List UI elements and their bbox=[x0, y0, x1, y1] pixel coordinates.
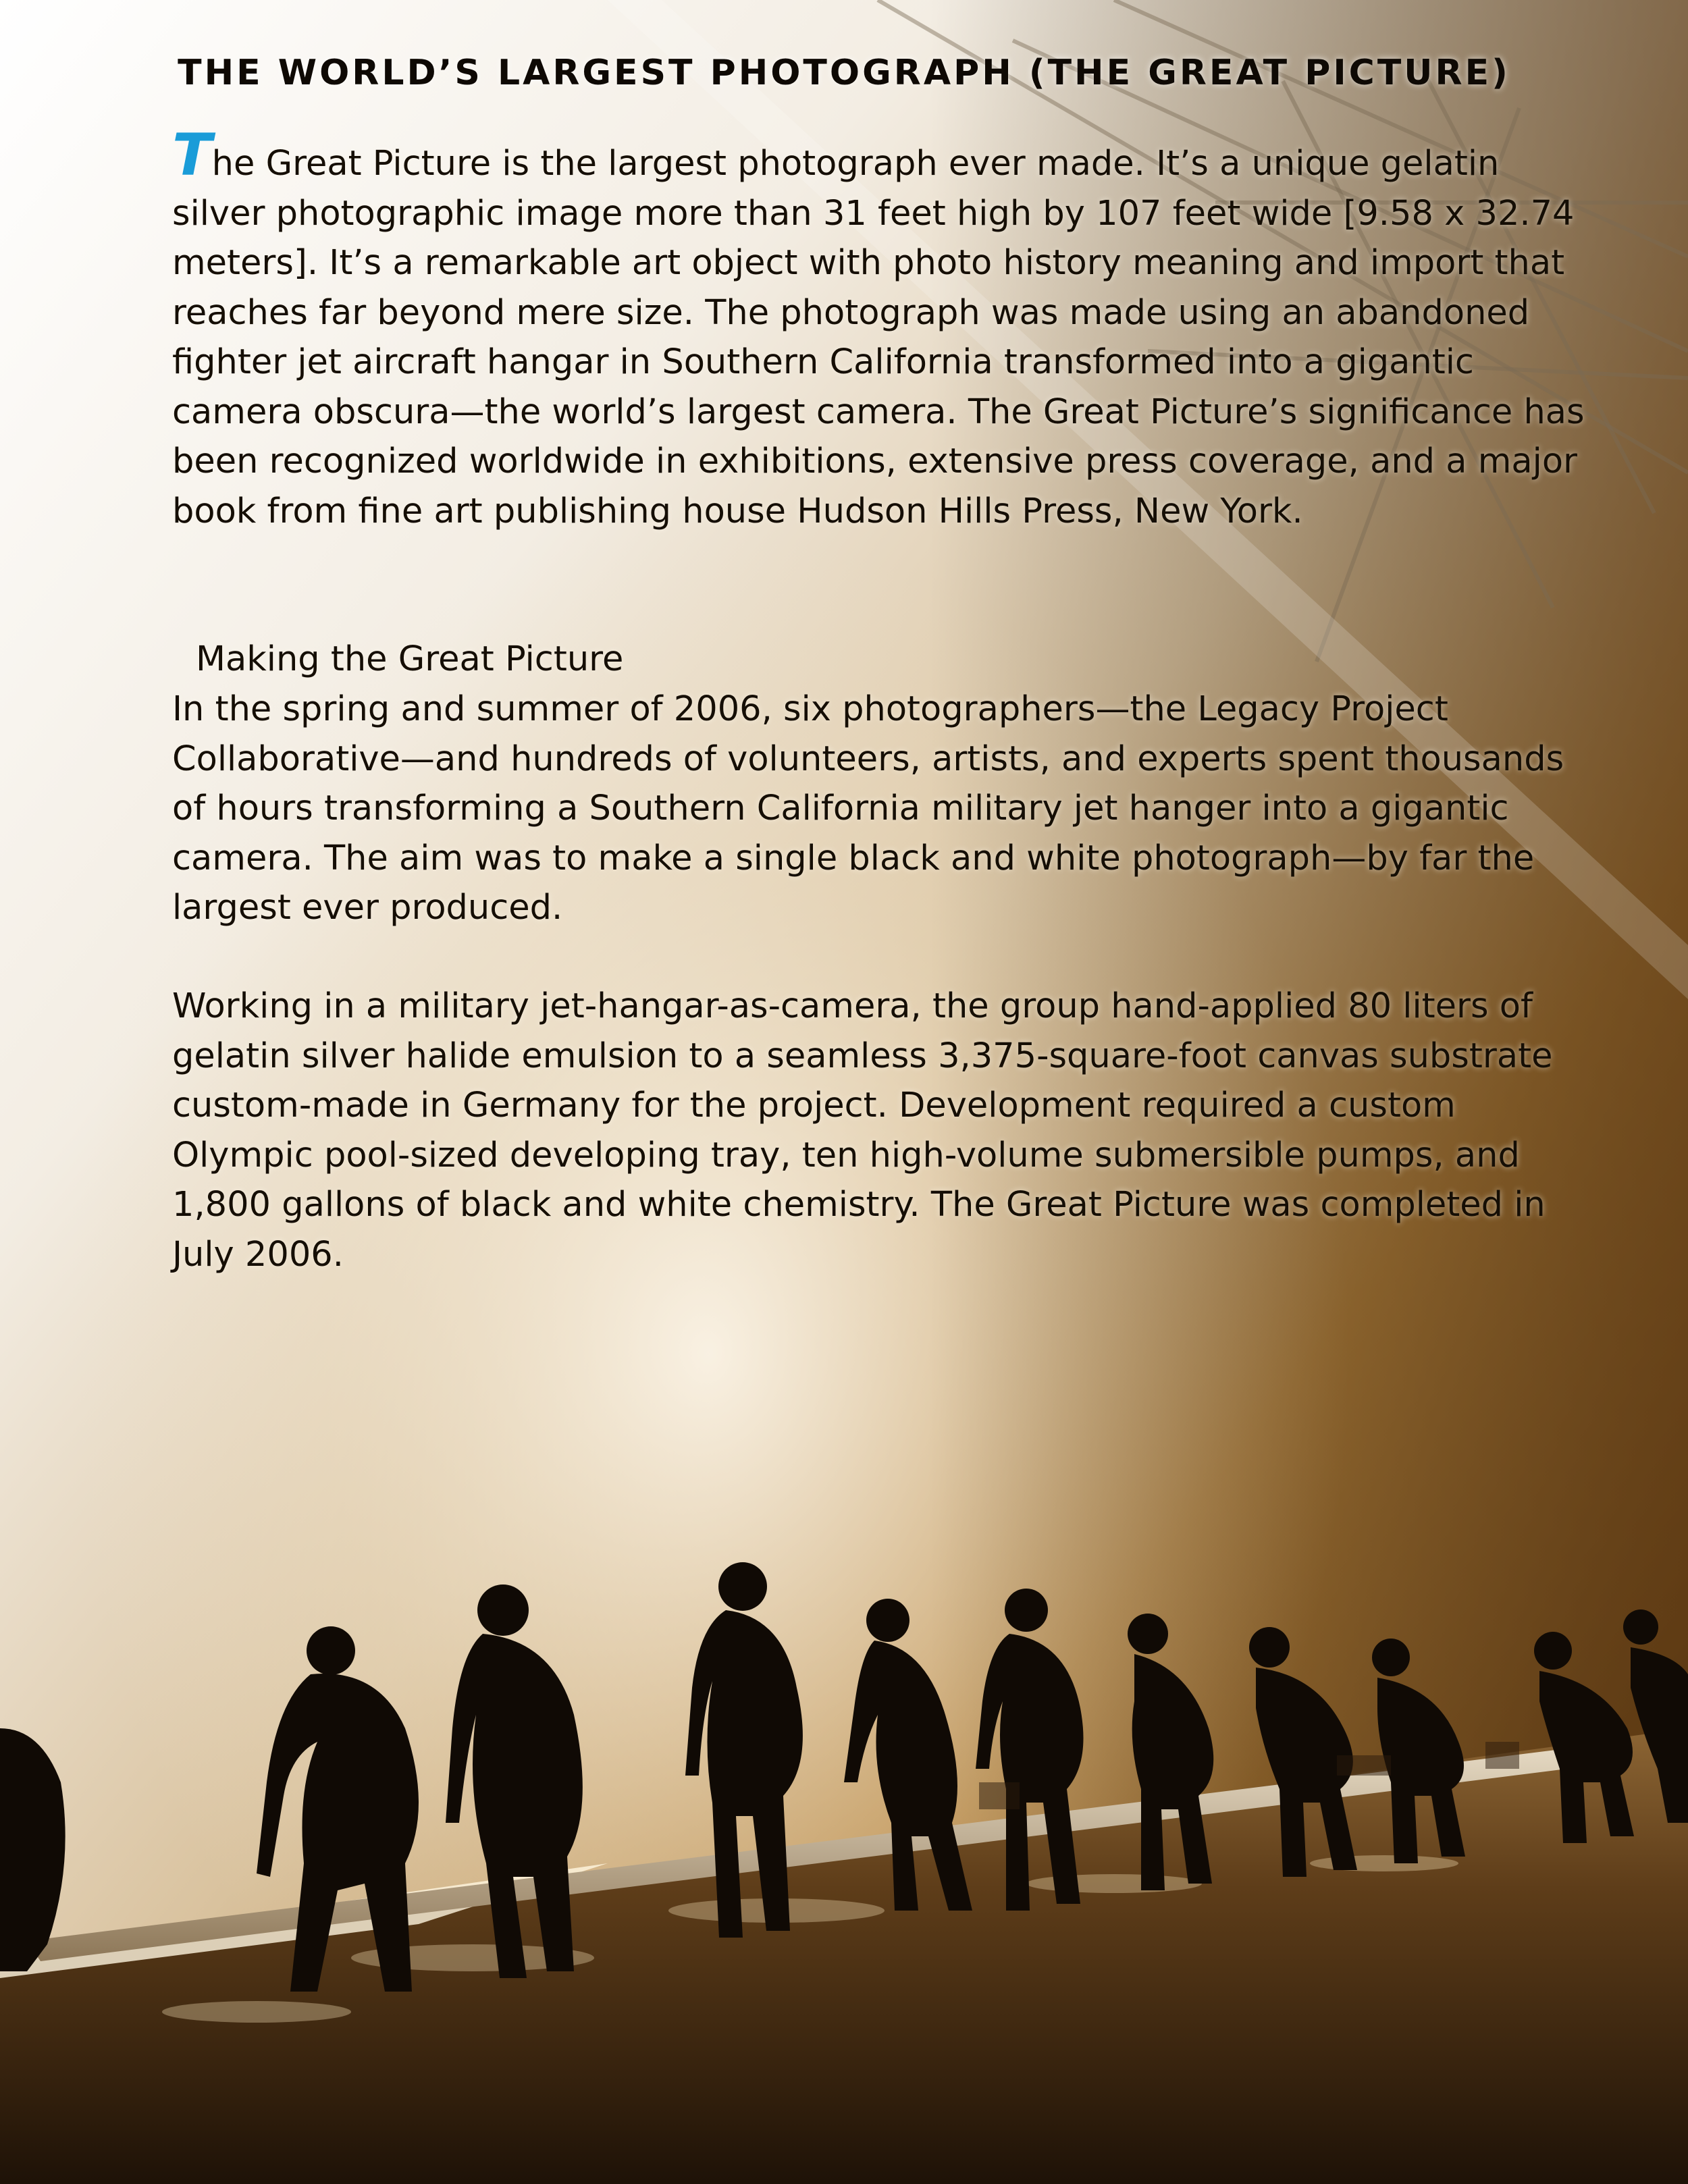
intro-paragraph-text: he Great Picture is the largest photograph ever made. It’s a unique gelatin silver photographic image more than 31 feet high by 107 feet wide [9.58 x 32.74 meters]. It’s a remarkable art object with photo history meaning and import that reaches far beyond mere size. The photograph was made using an abandoned fighter jet aircraft hangar in Southern California transformed into a gigantic camera obscura—the world’s largest camera. The Great Picture’s significance has been recognized worldwide in exhibitions, extensive press coverage, and a major book from fine art publishing house Hudson Hills Press, New York. bbox=[172, 144, 1585, 531]
section-paragraph-1: In the spring and summer of 2006, six photographers—the Legacy Project Collaborative—and hundreds of volunteers, artists, and experts spent thousands of hours transforming a Southern California military jet hanger into a gigantic camera. The aim was to make a single black and white photograph—by far the largest ever produced. bbox=[172, 689, 1564, 928]
section-paragraph-2: Working in a military jet-hangar-as-camera, the group hand-applied 80 liters of gelatin silver halide emulsion to a seamless 3,375-square-foot canvas substrate custom-made in Germany for the project. Development required a custom Olympic pool-sized developing tray, ten high-volume submersible pumps, and 1,800 gallons of black and white chemistry. The Great Picture was completed in July 2006. bbox=[172, 986, 1553, 1275]
drop-cap-letter: T bbox=[172, 122, 212, 189]
intro-paragraph bbox=[172, 122, 1590, 536]
page-title: THE WORLD’S LARGEST PHOTOGRAPH (THE GREAT PICTURE) bbox=[178, 53, 1510, 93]
section-heading: Making the Great Picture bbox=[196, 639, 624, 679]
